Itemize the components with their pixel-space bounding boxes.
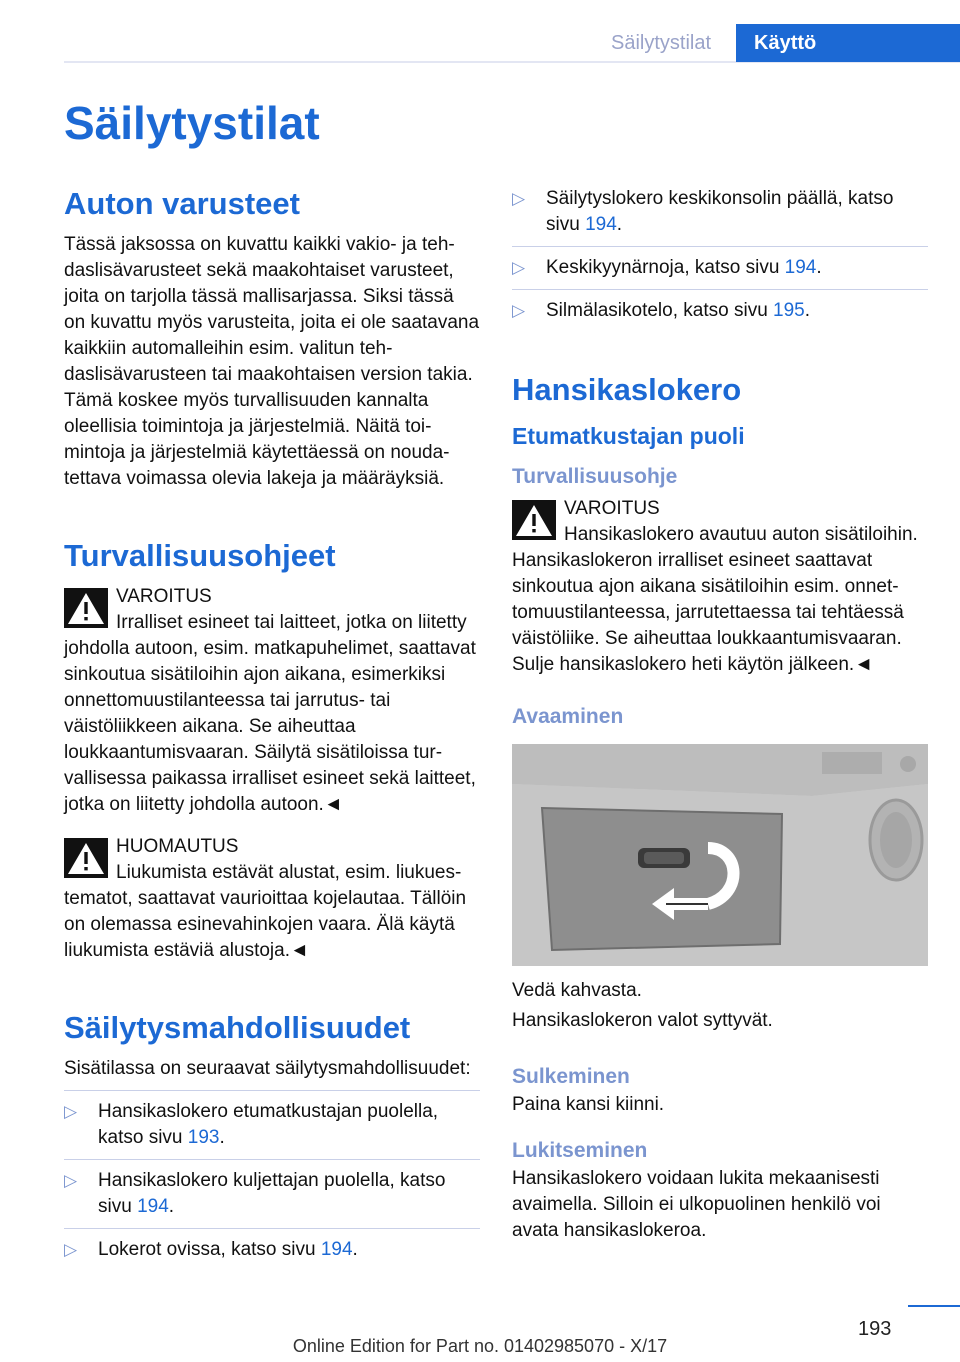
heading-sulkeminen: Sulkeminen (512, 1065, 630, 1088)
footer-edition: Online Edition for Part no. 01402985070 - X/17 (292, 1336, 668, 1356)
heading-sailytysmahdollisuudet: Säilytysmahdollisuudet (64, 1010, 411, 1045)
header-chapter-tab: Käyttö (736, 24, 960, 62)
storage-list-left (64, 1099, 480, 1263)
bullet-triangle-icon: ▷ (512, 301, 526, 320)
header-section: Säilytystilat (610, 32, 712, 54)
heading-avaaminen: Avaaminen (512, 705, 624, 728)
page-link[interactable]: 193 (187, 1127, 220, 1148)
page-link[interactable]: 194 (784, 257, 817, 278)
page-number: 193 (858, 1318, 892, 1340)
closing-text: Paina kansi kiinni. (512, 1094, 665, 1115)
opening-step-2: Hansikaslokeron valot syttyvät. (512, 1010, 773, 1031)
list-divider (512, 246, 928, 247)
warning-block-1 (64, 584, 480, 818)
warning-block-3 (512, 496, 928, 678)
glovebox-photo (512, 744, 928, 966)
bullet-triangle-icon: ▷ (64, 1240, 78, 1259)
warning-triangle-icon (64, 588, 108, 628)
left-column (64, 186, 480, 1263)
page-link[interactable]: 194 (137, 1196, 169, 1217)
list-item: ▷ Keskikyynärnoja, katso sivu 194. (512, 255, 928, 281)
page-link[interactable]: 194 (320, 1239, 353, 1260)
list-divider (512, 289, 928, 290)
warning-keyword: VAROITUS (564, 498, 660, 519)
warning-triangle-icon (512, 500, 556, 540)
list-item: ▷ Lokerot ovissa, katso sivu 194. (64, 1237, 480, 1263)
heading-hansikaslokero: Hansikaslokero (512, 372, 742, 407)
notice-text: Liukumista estävät alustat, esim. liukuestematot, saattavat vaurioittaa kojelautaa. Tällöin on olemassa esinevahinkojen vaara. Älä käytä liukumista estäviä alustoja.◄ (64, 862, 467, 961)
paragraph-sailytys: Sisätilassa on seuraavat säilytysmahdollisuudet: (64, 1058, 471, 1079)
bullet-triangle-icon: ▷ (64, 1171, 78, 1190)
bullet-triangle-icon: ▷ (64, 1102, 78, 1121)
page-link[interactable]: 194 (585, 214, 617, 235)
warning-keyword: VAROITUS (116, 586, 212, 607)
list-item: ▷ Hansikaslokero etumatkustajan puolella, katso sivu 193. (64, 1101, 439, 1148)
list-divider (64, 1159, 480, 1160)
page-link[interactable]: 195 (773, 300, 805, 321)
list-item: ▷ Silmälasikotelo, katso sivu 195. (512, 298, 928, 324)
page-title: Säilytystilat (64, 97, 320, 149)
page-number-rule (908, 1305, 960, 1307)
list-divider (64, 1228, 480, 1229)
heading-etumatkustajan-puoli: Etumatkustajan puoli (512, 423, 745, 449)
heading-auton-varusteet: Auton varusteet (64, 186, 300, 221)
locking-text: Hansikaslokero voidaan lukita mekaanisesti avaimella. Silloin ei ulkopuolinen henkilö voi avata hansikaslokeroa. (512, 1168, 881, 1241)
warning-block-2 (64, 834, 480, 964)
bullet-triangle-icon: ▷ (512, 189, 526, 208)
heading-turvallisuusohje: Turvallisuusohje (512, 465, 678, 488)
bullet-triangle-icon: ▷ (512, 258, 526, 277)
list-item: ▷ Hansikaslokero kuljettajan puolella, katso sivu 194. (64, 1170, 446, 1217)
warning-text: Hansikaslokero avautuu auton sisätiloihin. Hansikaslokeron irralliset esineet saattavat sinkoutua ajon aikana sisätiloihin esim. onnettomuustilanteessa, jarrutettaessa tai tehtäessä väistöliike. Se aiheuttaa loukkaantumisvaaran. Sulje hansikaslokero heti käytön jälkeen.◄ (512, 524, 918, 675)
storage-list-right (512, 186, 928, 324)
warning-text: Irralliset esineet tai laitteet, jotka on liitetty johdolla autoon, esim. matkapuhelimet, saattavat sinkoutua sisätiloihin ajon aikana, esimerkiksi onnettomuustilanteessa tai jarrutus- tai väistöliikkeen aikana. Se aiheuttaa loukkaantumisvaaran. Säilytä sisätiloissa turvallisessa paikassa irralliset esineet sekä laitteet, jotka on liitetty johdolla autoon.◄ (64, 612, 476, 815)
list-item: ▷ Säilytyslokero keskikonsolin päällä, katso sivu 194. (512, 188, 894, 235)
list-divider (64, 1090, 480, 1091)
opening-step-1: Vedä kahvasta. (512, 980, 642, 1001)
right-column (512, 186, 928, 1244)
paragraph-varusteet: Tässä jaksossa on kuvattu kaikki vakio- ja tehdaslisävarusteet sekä maakohtaiset varusteet, joita on tarjolla tässä mallisarjassa. Siksi tässä on kuvattu myös varusteita, joita ei ole saatavana kaikkiin automalleihin esim. valitun tehdaslisävarusteen tai maakohtaisen version takia. Tämä koskee myös turvallisuuden kannalta oleellisia toimintoja ja järjestelmiä. Näitä toimintoja ja järjestelmiä käytettäessä on noudatettava voimassa olevia lakeja ja määräyksiä. (64, 234, 480, 489)
notice-keyword: HUOMAUTUS (116, 836, 239, 857)
warning-triangle-icon (64, 838, 108, 878)
heading-turvallisuusohjeet: Turvallisuusohjeet (64, 538, 336, 573)
heading-lukitseminen: Lukitseminen (512, 1139, 648, 1162)
